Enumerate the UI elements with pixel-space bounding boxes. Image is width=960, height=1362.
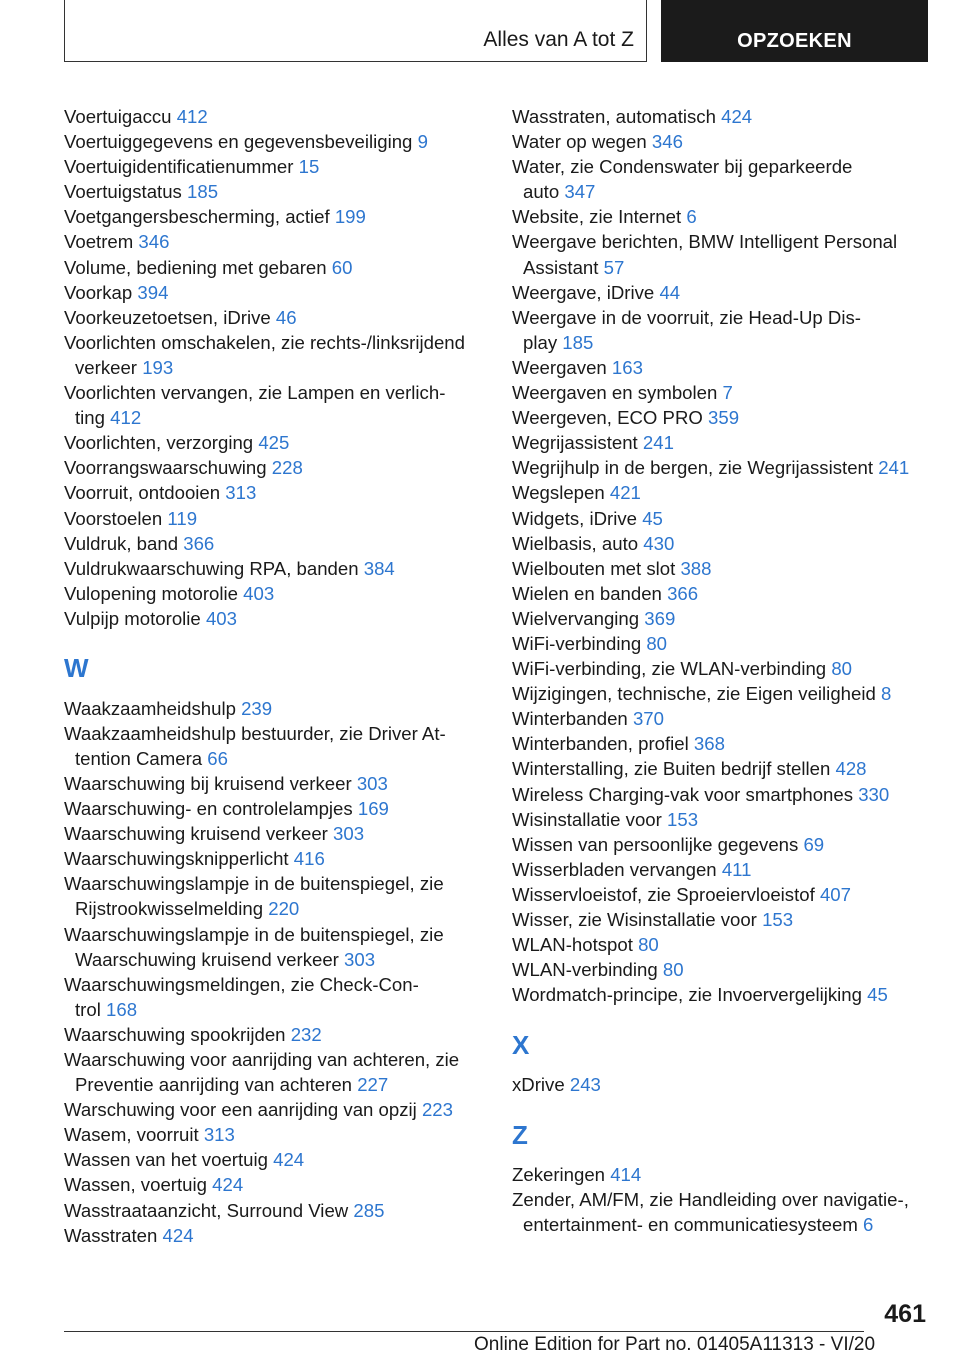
index-entry-text: Weergaven bbox=[512, 356, 607, 378]
index-entry-text: Wordmatch-principe, zie Invoervergelijking bbox=[512, 984, 862, 1006]
page-reference-link[interactable]: 407 bbox=[819, 883, 851, 905]
index-entry bbox=[512, 455, 932, 480]
page-reference-link[interactable]: 80 bbox=[662, 959, 684, 981]
index-entry-text: Wisservloeistof, zie Sproeiervloeistof bbox=[512, 883, 815, 905]
page-reference-link[interactable]: 285 bbox=[353, 1199, 385, 1221]
section-tab[interactable] bbox=[64, 0, 647, 62]
page-reference-link[interactable]: 8 bbox=[881, 683, 892, 705]
page-reference-link[interactable]: 421 bbox=[609, 482, 641, 504]
index-entry-text: Wielbouten met slot bbox=[512, 557, 676, 579]
index-entry bbox=[64, 280, 484, 305]
index-entry bbox=[64, 380, 484, 430]
index-entry bbox=[64, 154, 484, 179]
page-reference-link[interactable]: 303 bbox=[333, 823, 365, 845]
index-entry bbox=[512, 305, 932, 355]
index-entry-text: xDrive bbox=[512, 1074, 565, 1096]
page-reference-link[interactable]: 428 bbox=[835, 758, 867, 780]
page-reference-link[interactable]: 430 bbox=[643, 532, 675, 554]
index-entry-text: Weergave in de voorruit, zie Head-Up Dis‐ bbox=[512, 306, 861, 328]
page-reference-link[interactable]: 424 bbox=[212, 1174, 244, 1196]
page-reference-link[interactable]: 80 bbox=[638, 934, 659, 956]
index-entry bbox=[512, 706, 932, 731]
index-entry bbox=[64, 455, 484, 480]
page-reference-link[interactable]: 414 bbox=[610, 1163, 642, 1185]
index-entry bbox=[64, 972, 484, 1022]
index-entry bbox=[64, 871, 484, 921]
index-entry bbox=[64, 556, 484, 581]
page-reference-link[interactable]: 9 bbox=[417, 131, 428, 153]
index-entry-text: Winterbanden, profiel bbox=[512, 733, 689, 755]
index-entry-text: Waarschuwing- en controlelampjes bbox=[64, 798, 353, 820]
page-reference-link[interactable]: 80 bbox=[831, 658, 852, 680]
index-entry-text: Wielen en banden bbox=[512, 582, 662, 604]
index-entry-text: Rijstrookwisselmelding bbox=[75, 898, 264, 920]
page-reference-link[interactable]: 313 bbox=[203, 1124, 235, 1146]
index-entry-text: ting bbox=[75, 407, 105, 429]
page-reference-link[interactable]: 384 bbox=[363, 557, 395, 579]
index-entry bbox=[512, 506, 932, 531]
index-entry bbox=[64, 255, 484, 280]
index-entry-text: Voorlichten vervangen, zie Lampen en verlich‐ bbox=[64, 382, 446, 404]
page-reference-link[interactable]: 412 bbox=[110, 407, 142, 429]
page-reference-link[interactable]: 347 bbox=[564, 181, 596, 203]
index-entry bbox=[64, 1022, 484, 1047]
index-entry-text: Zender, AM/FM, zie Handleiding over navigatie-, bbox=[512, 1188, 909, 1210]
index-entry-text: WLAN-verbinding bbox=[512, 959, 658, 981]
index-entry bbox=[64, 796, 484, 821]
index-entry bbox=[512, 882, 932, 907]
index-entry bbox=[64, 1047, 484, 1097]
page-reference-link[interactable]: 15 bbox=[298, 156, 320, 178]
index-entry bbox=[64, 606, 484, 631]
page-reference-link[interactable]: 46 bbox=[275, 306, 297, 328]
index-entry bbox=[64, 204, 484, 229]
page-reference-link[interactable]: 241 bbox=[642, 432, 674, 454]
page-reference-link[interactable]: 169 bbox=[357, 798, 389, 820]
index-entry bbox=[512, 380, 932, 405]
index-entry-text: Wielbasis, auto bbox=[512, 532, 639, 554]
index-entry-text: Wassen van het voertuig bbox=[64, 1149, 268, 1171]
index-entry-text: Winterstalling, zie Buiten bedrijf stellen bbox=[512, 758, 831, 780]
index-entry bbox=[512, 1162, 932, 1187]
page-header bbox=[64, 0, 928, 64]
index-entry bbox=[64, 531, 484, 556]
index-entry bbox=[512, 907, 932, 932]
footer-edition-text: Online Edition for Part no. 01405A11313 - VI/20 bbox=[474, 1334, 876, 1355]
index-entry bbox=[64, 846, 484, 871]
index-letter-heading: W bbox=[64, 653, 89, 684]
index-entry-text: Wasstraten bbox=[64, 1224, 158, 1246]
index-entry bbox=[512, 531, 932, 556]
page-reference-link[interactable]: 227 bbox=[357, 1074, 389, 1096]
index-entry bbox=[64, 430, 484, 455]
index-entry-text: WiFi-verbinding bbox=[512, 632, 642, 654]
index-entry bbox=[512, 756, 932, 781]
index-entry-text: auto bbox=[523, 181, 560, 203]
index-entry bbox=[512, 631, 932, 656]
index-entry-text: Weergave, iDrive bbox=[512, 281, 655, 303]
page-reference-link[interactable]: 57 bbox=[603, 256, 625, 278]
index-entry-text: Waarschuwing spookrijden bbox=[64, 1023, 286, 1045]
index-entry-text: Voertuigidentificatienummer bbox=[64, 156, 294, 178]
index-entry bbox=[512, 430, 932, 455]
index-entry-text: Voorstoelen bbox=[64, 507, 163, 529]
index-entry-text: Preventie aanrijding van achteren bbox=[75, 1074, 353, 1096]
index-entry bbox=[512, 731, 932, 756]
index-entry-text: Voertuigaccu bbox=[64, 106, 172, 127]
page-reference-link[interactable]: 403 bbox=[243, 582, 275, 604]
page-reference-link[interactable]: 185 bbox=[562, 331, 594, 353]
index-entry-text: Wassen, voertuig bbox=[64, 1174, 207, 1196]
page-reference-link[interactable]: 153 bbox=[762, 909, 794, 930]
page-reference-link[interactable]: 239 bbox=[241, 697, 273, 719]
index-entry-text: WLAN-hotspot bbox=[512, 934, 633, 956]
index-entry bbox=[512, 129, 932, 154]
index-entry bbox=[64, 721, 484, 771]
index-entry bbox=[512, 957, 932, 982]
index-entry bbox=[64, 330, 484, 380]
index-entry-text: Winterbanden bbox=[512, 708, 628, 730]
index-entry bbox=[512, 581, 932, 606]
index-entry bbox=[64, 480, 484, 505]
index-letter-heading: Z bbox=[512, 1119, 528, 1150]
index-entry-text: Widgets, iDrive bbox=[512, 507, 638, 529]
index-entry bbox=[64, 1172, 484, 1197]
index-entry-text: Waarschuwingslampje in de buitenspiegel, zie bbox=[64, 873, 444, 895]
index-entry-text: entertainment- en communicatiesysteem bbox=[523, 1214, 858, 1236]
index-entry bbox=[64, 1147, 484, 1172]
search-tab[interactable] bbox=[661, 0, 928, 62]
page-reference-link[interactable]: 6 bbox=[686, 206, 697, 228]
index-entry-text: Wisser, zie Wisinstallatie voor bbox=[512, 909, 757, 930]
index-entry-text: Wijzigingen, technische, zie Eigen veiligheid bbox=[512, 683, 876, 705]
page-reference-link[interactable]: 416 bbox=[293, 848, 325, 870]
index-entry bbox=[64, 1122, 484, 1147]
index-entry-text: Wegrijassistent bbox=[512, 432, 638, 454]
page-reference-link[interactable]: 346 bbox=[651, 131, 683, 153]
index-entry-text: Weergaven en symbolen bbox=[512, 382, 718, 404]
page-reference-link[interactable]: 424 bbox=[273, 1149, 305, 1171]
index-entry-text: Vuldruk, band bbox=[64, 532, 179, 554]
page-reference-link[interactable]: 232 bbox=[290, 1023, 322, 1045]
index-entry-text: Wireless Charging-vak voor smartphones bbox=[512, 783, 854, 805]
index-entry bbox=[512, 832, 932, 857]
page-reference-link[interactable]: 388 bbox=[680, 557, 712, 579]
index-entry bbox=[64, 771, 484, 796]
index-entry bbox=[64, 1223, 484, 1248]
index-entry-text: Wisinstallatie voor bbox=[512, 808, 662, 830]
index-entry-text: Voorlichten omschakelen, zie rechts-/linksrijdend bbox=[64, 331, 465, 353]
index-entry-text: Volume, bediening met gebaren bbox=[64, 256, 327, 278]
section-tab-label: Alles van A tot Z bbox=[483, 28, 634, 51]
page-reference-link[interactable]: 366 bbox=[667, 582, 699, 604]
page-reference-link[interactable]: 359 bbox=[708, 407, 740, 429]
index-entry bbox=[64, 506, 484, 531]
page-reference-link[interactable]: 220 bbox=[268, 898, 300, 920]
index-entry bbox=[64, 581, 484, 606]
index-entry-text: Assistant bbox=[523, 256, 599, 278]
index-entry bbox=[512, 782, 932, 807]
index-entry-text: trol bbox=[75, 998, 101, 1020]
page-reference-link[interactable]: 185 bbox=[187, 181, 219, 203]
index-entry bbox=[512, 556, 932, 581]
index-entry bbox=[512, 932, 932, 957]
index-entry-text: Voertuiggegevens en gegevensbeveiliging bbox=[64, 131, 413, 153]
index-entry bbox=[512, 355, 932, 380]
page-reference-link[interactable]: 45 bbox=[642, 507, 663, 529]
page-reference-link[interactable]: 425 bbox=[258, 432, 290, 454]
index-entry-text: Warschuwing voor een aanrijding van opzij bbox=[64, 1099, 417, 1121]
page-reference-link[interactable]: 44 bbox=[659, 281, 681, 303]
index-entry-text: WiFi-verbinding, zie WLAN-verbinding bbox=[512, 658, 827, 680]
page-reference-link[interactable]: 346 bbox=[138, 231, 170, 253]
index-entry-text: Waarschuwing kruisend verkeer bbox=[64, 823, 328, 845]
page-reference-link[interactable]: 412 bbox=[176, 106, 208, 127]
page-reference-link[interactable]: 199 bbox=[334, 206, 366, 228]
page-reference-link[interactable]: 153 bbox=[667, 808, 699, 830]
index-entry bbox=[512, 280, 932, 305]
index-entry-text: Waakzaamheidshulp bbox=[64, 697, 236, 719]
index-entry-text: Wasstraten, automatisch bbox=[512, 106, 716, 127]
index-entry-text: Wielvervanging bbox=[512, 607, 640, 629]
index-entry-text: Waarschuwingsknipperlicht bbox=[64, 848, 289, 870]
page-reference-link[interactable]: 369 bbox=[644, 607, 676, 629]
search-tab-label: OPZOEKEN bbox=[737, 30, 852, 52]
page-reference-link[interactable]: 368 bbox=[693, 733, 725, 755]
index-entry bbox=[64, 104, 484, 129]
page-reference-link[interactable]: 241 bbox=[878, 457, 910, 479]
page-reference-link[interactable]: 403 bbox=[205, 607, 237, 629]
page-reference-link[interactable]: 424 bbox=[721, 106, 753, 127]
page-reference-link[interactable]: 66 bbox=[207, 747, 228, 769]
index-entry bbox=[512, 857, 932, 882]
index-entry bbox=[64, 305, 484, 330]
index-entry bbox=[512, 681, 932, 706]
index-entry bbox=[64, 129, 484, 154]
page-reference-link[interactable]: 366 bbox=[183, 532, 215, 554]
index-entry bbox=[512, 656, 932, 681]
page-reference-link[interactable]: 60 bbox=[331, 256, 353, 278]
index-entry-text: Waarschuwing kruisend verkeer bbox=[75, 948, 339, 970]
index-entry-text: Voorkeuzetoetsen, iDrive bbox=[64, 306, 271, 328]
index-entry-text: Voorruit, ontdooien bbox=[64, 482, 221, 504]
index-entry bbox=[512, 405, 932, 430]
index-entry-text: Voorlichten, verzorging bbox=[64, 432, 254, 454]
index-entry-text: Website, zie Internet bbox=[512, 206, 682, 228]
page-reference-link[interactable]: 45 bbox=[867, 984, 888, 1006]
index-entry bbox=[512, 104, 932, 129]
index-entry-text: Waarschuwing voor aanrijding van achteren, zie bbox=[64, 1048, 460, 1070]
index-entry-text: Wisserbladen vervangen bbox=[512, 858, 717, 880]
page-reference-link[interactable]: 80 bbox=[646, 632, 668, 654]
index-entry-text: Waarschuwing bij kruisend verkeer bbox=[64, 772, 352, 794]
page-number: 461 bbox=[884, 1300, 926, 1328]
index-entry-text: Vulpijp motorolie bbox=[64, 607, 201, 629]
index-entry-text: Waarschuwingsmeldingen, zie Check-Con‐ bbox=[64, 973, 419, 995]
index-entry-text: Water op wegen bbox=[512, 131, 647, 153]
page-reference-link[interactable]: 6 bbox=[863, 1214, 874, 1236]
index-entry bbox=[512, 154, 932, 204]
index-entry-text: Voertuigstatus bbox=[64, 181, 182, 203]
index-entry-text: verkeer bbox=[75, 356, 138, 378]
index-entry-text: Wissen van persoonlijke gegevens bbox=[512, 833, 799, 855]
index-entry-text: Voetrem bbox=[64, 231, 134, 253]
index-entry bbox=[512, 982, 932, 1007]
index-entry bbox=[64, 229, 484, 254]
footer-divider bbox=[64, 1331, 864, 1332]
page-reference-link[interactable]: 370 bbox=[632, 708, 664, 730]
page-reference-link[interactable]: 223 bbox=[421, 1099, 453, 1121]
page-reference-link[interactable]: 193 bbox=[142, 356, 174, 378]
index-entry-text: Wasstraataanzicht, Surround View bbox=[64, 1199, 349, 1221]
page-reference-link[interactable]: 303 bbox=[344, 948, 376, 970]
page-reference-link[interactable]: 424 bbox=[162, 1224, 194, 1246]
index-entry bbox=[512, 606, 932, 631]
index-entry-text: tention Camera bbox=[75, 747, 203, 769]
index-entry bbox=[64, 1097, 484, 1122]
index-column-right bbox=[512, 104, 932, 1237]
page-reference-link[interactable]: 7 bbox=[722, 382, 733, 404]
page-reference-link[interactable]: 69 bbox=[803, 833, 825, 855]
index-entry-text: Voorrangswaarschuwing bbox=[64, 457, 267, 479]
index-entry-text: Voorkap bbox=[64, 281, 133, 303]
page-reference-link[interactable]: 168 bbox=[106, 998, 138, 1020]
index-entry-text: Weergave berichten, BMW Intelligent Personal bbox=[512, 231, 898, 253]
page-reference-link[interactable]: 313 bbox=[225, 482, 257, 504]
index-entry-text: Zekeringen bbox=[512, 1163, 606, 1185]
index-column-left bbox=[64, 104, 484, 1248]
index-entry-text: play bbox=[523, 331, 558, 353]
page-reference-link[interactable]: 411 bbox=[721, 858, 752, 880]
index-entry bbox=[512, 807, 932, 832]
page-reference-link[interactable]: 394 bbox=[137, 281, 169, 303]
index-entry-text: Voetgangersbescherming, actief bbox=[64, 206, 330, 228]
index-entry bbox=[512, 1187, 932, 1237]
index-entry bbox=[512, 229, 932, 279]
index-entry-text: Water, zie Condenswater bij geparkeerde bbox=[512, 156, 853, 178]
index-entry-text: Waakzaamheidshulp bestuurder, zie Driver At‐ bbox=[64, 722, 446, 744]
index-entry-text: Vulopening motorolie bbox=[64, 582, 238, 604]
index-entry bbox=[64, 179, 484, 204]
page-reference-link[interactable]: 330 bbox=[858, 783, 890, 805]
index-entry-text: Wasem, voorruit bbox=[64, 1124, 199, 1146]
page-reference-link[interactable]: 243 bbox=[569, 1074, 601, 1096]
page-reference-link[interactable]: 228 bbox=[271, 457, 303, 479]
index-entry bbox=[512, 480, 932, 505]
page-reference-link[interactable]: 119 bbox=[167, 507, 198, 529]
index-entry bbox=[512, 204, 932, 229]
index-entry-text: Wegrijhulp in de bergen, zie Wegrijassistent bbox=[512, 457, 874, 479]
index-entry-text: Wegslepen bbox=[512, 482, 605, 504]
index-entry-text: Vuldrukwaarschuwing RPA, banden bbox=[64, 557, 359, 579]
index-entry bbox=[64, 1198, 484, 1223]
index-entry bbox=[64, 696, 484, 721]
index-letter-heading: X bbox=[512, 1029, 530, 1060]
page-reference-link[interactable]: 303 bbox=[356, 772, 388, 794]
page-reference-link[interactable]: 163 bbox=[611, 356, 643, 378]
index-entry-text: Waarschuwingslampje in de buitenspiegel, zie bbox=[64, 923, 444, 945]
index-entry-text: Weergeven, ECO PRO bbox=[512, 407, 703, 429]
index-entry bbox=[64, 922, 484, 972]
index-entry bbox=[512, 1072, 932, 1097]
index-entry bbox=[64, 821, 484, 846]
